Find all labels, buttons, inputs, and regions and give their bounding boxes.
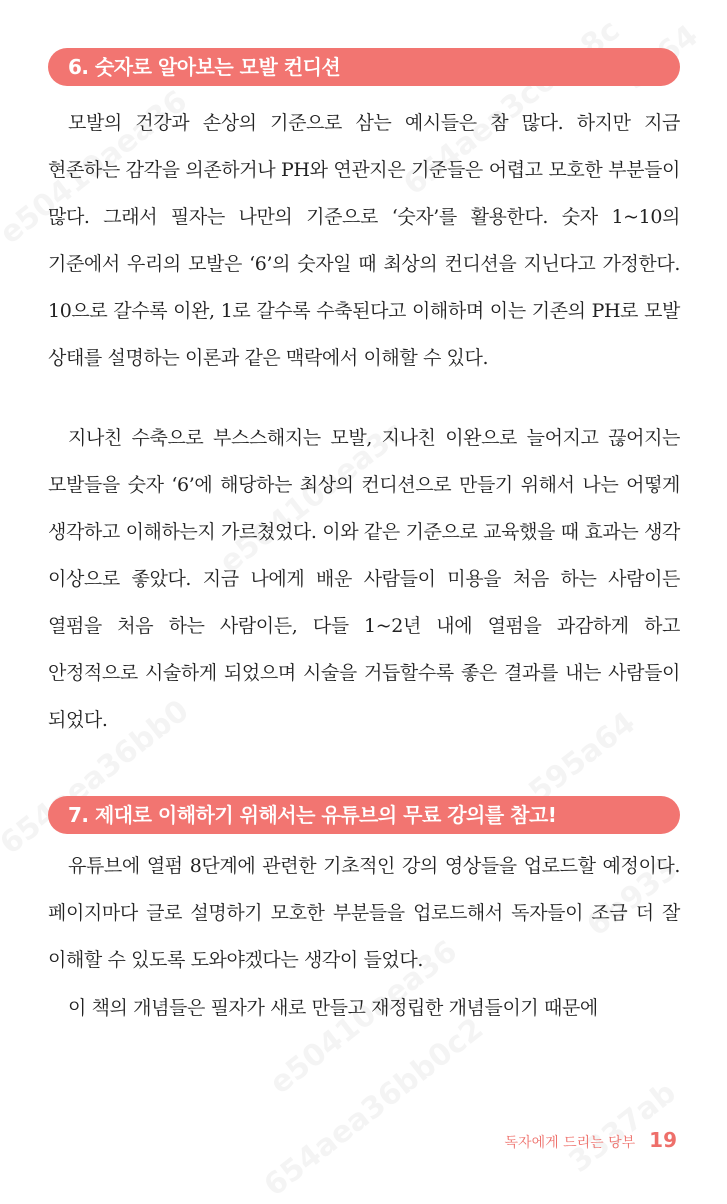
section-7-paragraph-2: 이 책의 개념들은 필자가 새로 만들고 재정립한 개념들이기 때문에 (68, 997, 598, 1019)
footer-label: 독자에게 드리는 당부 (504, 1135, 636, 1151)
section-6-paragraph-2: 지나친 수축으로 부스스해지는 모발, 지나친 이완으로 늘어지고 끊어지는 모발들을 숫자 ‘6’에 해당하는 최상의 컨디션으로 만들기 위해서 나는 어떻게 생각하고 이해하는지 가르쳤었다. 이와 같은 기준으로 교육했을 때 효과는 생각 이상으로 좋았다. 지금 나에게 배운 사람들이 미용을 처음 하는 사람이든 열펌을 처음 하는 사람이든, 다들 1~2년 내에 열펌을 과감하게 하고 안정적으로 시술하게 되었으며 시술을 거듭할수록 좋은 결과를 내는 사람들이 되었다. (48, 427, 680, 731)
section-7-paragraph-1: 유튜브에 열펌 8단계에 관련한 기초적인 강의 영상들을 업로드할 예정이다. 페이지마다 글로 설명하기 모호한 부분들을 업로드해서 독자들이 조금 더 잘 이해할 수 있도록 도와야겠다는 생각이 들었다. (48, 855, 680, 971)
page-number: 19 (649, 1128, 677, 1152)
page-footer (505, 1128, 677, 1152)
watermark-8 (258, 1011, 490, 1203)
section-7-heading: 7. 제대로 이해하기 위해서는 유튜브의 무료 강의를 참고! (48, 796, 680, 834)
section-6-paragraph-1: 모발의 건강과 손상의 기준으로 삼는 예시들은 참 많다. 하지만 지금 현존하는 감각을 의존하거나 PH와 연관지은 기준들은 어렵고 모호한 부분들이 많다. 그래서 필자는 나만의 기준으로 ‘숫자’를 활용한다. 숫자 1~10의 기준에서 우리의 모발은 ‘6’의 숫자일 때 최상의 컨디션을 지닌다고 가정한다. 10으로 갈수록 이완, 1로 갈수록 수축된다고 이해하며 이는 기존의 PH로 모발 상태를 설명하는 이론과 같은 맥락에서 이해할 수 있다. (48, 112, 680, 369)
section-6-heading: 6. 숫자로 알아보는 모발 컨디션 (48, 48, 680, 86)
